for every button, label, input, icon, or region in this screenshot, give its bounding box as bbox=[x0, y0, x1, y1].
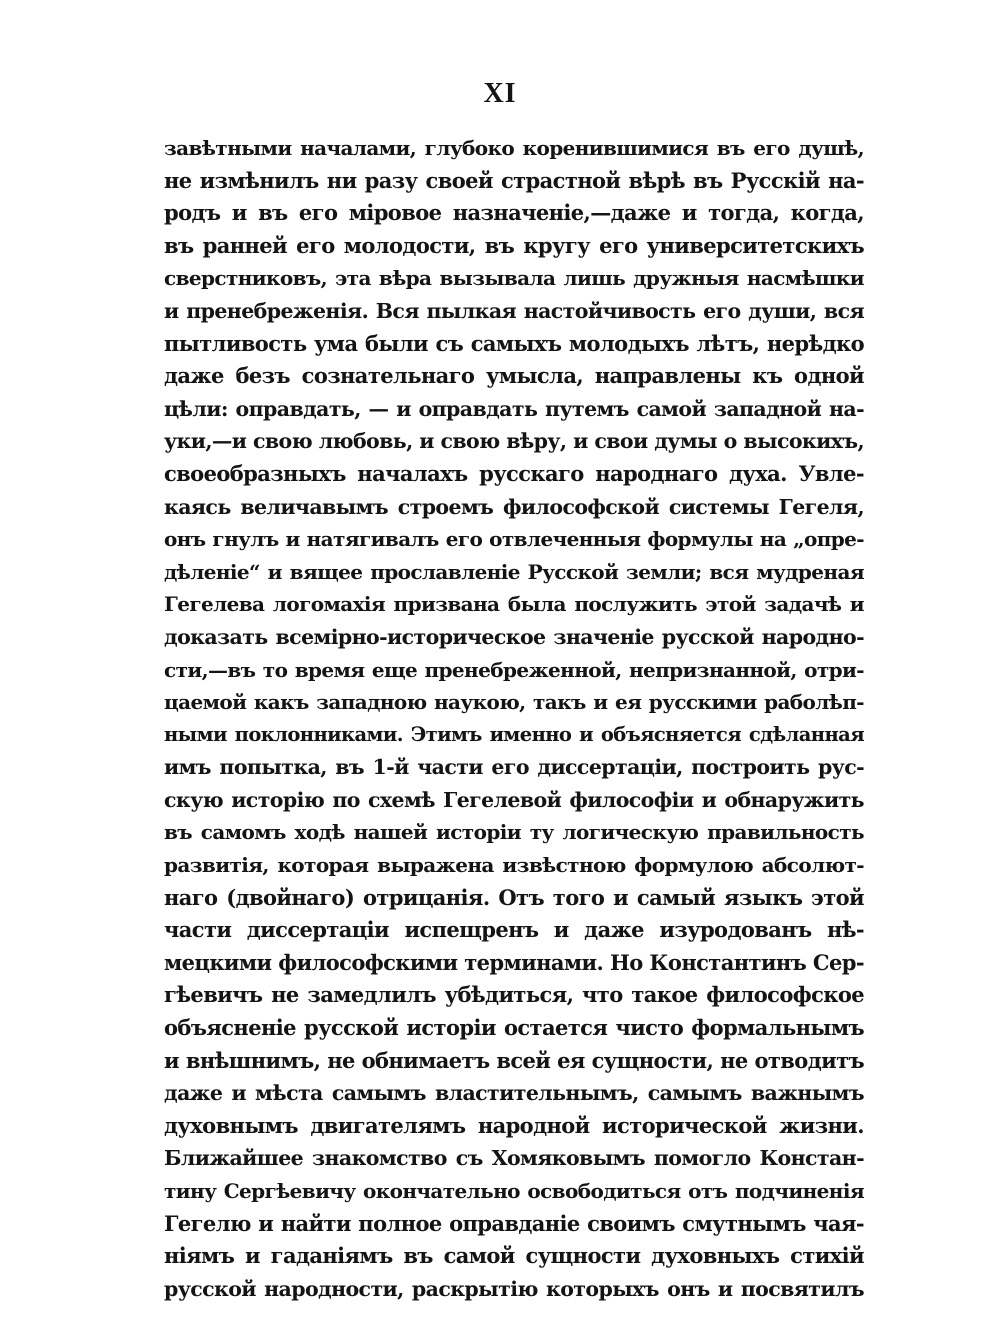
text-line: мецкими философскими терминами. Но Константинъ Сер- bbox=[164, 949, 864, 975]
text-line: Ближайшее знакомство съ Хомяковымъ помогло Констан- bbox=[164, 1146, 864, 1171]
text-line: имъ попытка, въ 1-й части его диссертаціи, построить рус- bbox=[164, 755, 864, 780]
text-line: тину Сергѣевичу окончательно освободиться отъ подчиненія bbox=[164, 1179, 864, 1203]
text-line: сверстниковъ, эта вѣра вызывала лишь дружныя насмѣшки bbox=[164, 266, 864, 291]
text-line: онъ гнулъ и натягивалъ его отвлеченныя формулы на „опре- bbox=[164, 527, 864, 552]
text-line: сти,—въ то время еще пренебреженной, непризнанной, отри- bbox=[164, 657, 864, 682]
text-line: каясь величавымъ строемъ философской системы Гегеля, bbox=[164, 494, 864, 519]
text-line: гѣевичъ не замедлилъ убѣдиться, что такое философское bbox=[164, 982, 864, 1008]
text-line: въ самомъ ходѣ нашей исторіи ту логическую правильность bbox=[164, 820, 864, 845]
text-line: скую исторію по схемѣ Гегелевой философіи и обнаружить bbox=[164, 787, 864, 812]
text-line: дѣленіе“ и вящее прославленіе Русской земли; вся мудреная bbox=[164, 559, 864, 584]
text-line: родъ и въ его міровое назначеніе,—даже и тогда, когда, bbox=[164, 200, 864, 226]
text-line: пытливость ума были съ самыхъ молодыхъ лѣтъ, нерѣдко bbox=[164, 330, 864, 356]
text-line: цѣли: оправдать, — и оправдать путемъ самой западной на- bbox=[164, 396, 864, 421]
text-line: наго (двойнаго) отрицанія. Отъ того и самый языкъ этой bbox=[164, 884, 864, 910]
text-line: части диссертаціи испещренъ и даже изуродованъ нѣ- bbox=[164, 917, 864, 943]
text-line: развитія, которая выражена извѣстною формулою абсолют- bbox=[164, 853, 864, 878]
text-line: даже и мѣста самымъ властительнымъ, самымъ важнымъ bbox=[164, 1081, 864, 1106]
text-line: своеобразныхъ началахъ русскаго народнаго духа. Увле- bbox=[164, 460, 864, 486]
text-line: завѣтными началами, глубоко коренившимися въ его душѣ, bbox=[164, 136, 864, 160]
text-line: въ ранней его молодости, въ кругу его университетскихъ bbox=[164, 232, 864, 258]
text-line: уки,—и свою любовь, и свою вѣру, и свои думы о высокихъ, bbox=[164, 429, 864, 454]
text-line: цаемой какъ западною наукою, такъ и ея русскими раболѣп- bbox=[164, 690, 864, 715]
text-line: ніямъ и гаданіямъ въ самой сущности духовныхъ стихій bbox=[164, 1243, 864, 1269]
text-line: Гегелева логомахія призвана была послужить этой задачѣ и bbox=[164, 592, 864, 617]
text-line: и пренебреженія. Вся пылкая настойчивость его души, вся bbox=[164, 298, 864, 323]
text-line: доказать всемірно-историческое значеніе русской народно- bbox=[164, 624, 864, 649]
text-line: ными поклонниками. Этимъ именно и объясняется сдѣланная bbox=[164, 722, 864, 746]
body-text bbox=[164, 132, 864, 1305]
text-line: даже безъ сознательнаго умысла, направлены къ одной bbox=[164, 363, 864, 389]
text-line: Гегелю и найти полное оправданіе своимъ смутнымъ чая- bbox=[164, 1210, 864, 1236]
text-line: и внѣшнимъ, не обнимаетъ всей ея сущности, не отводитъ bbox=[164, 1047, 864, 1073]
text-line: духовнымъ двигателямъ народной исторической жизни. bbox=[164, 1112, 864, 1138]
text-line: не измѣнилъ ни разу своей страстной вѣрѣ въ Русскій на- bbox=[164, 167, 864, 193]
page-number: XI bbox=[483, 78, 517, 109]
text-line: русской народности, раскрытію которыхъ онъ и посвятилъ bbox=[164, 1276, 864, 1301]
text-line: объясненіе русской исторіи остается чисто формальнымъ bbox=[164, 1015, 864, 1041]
